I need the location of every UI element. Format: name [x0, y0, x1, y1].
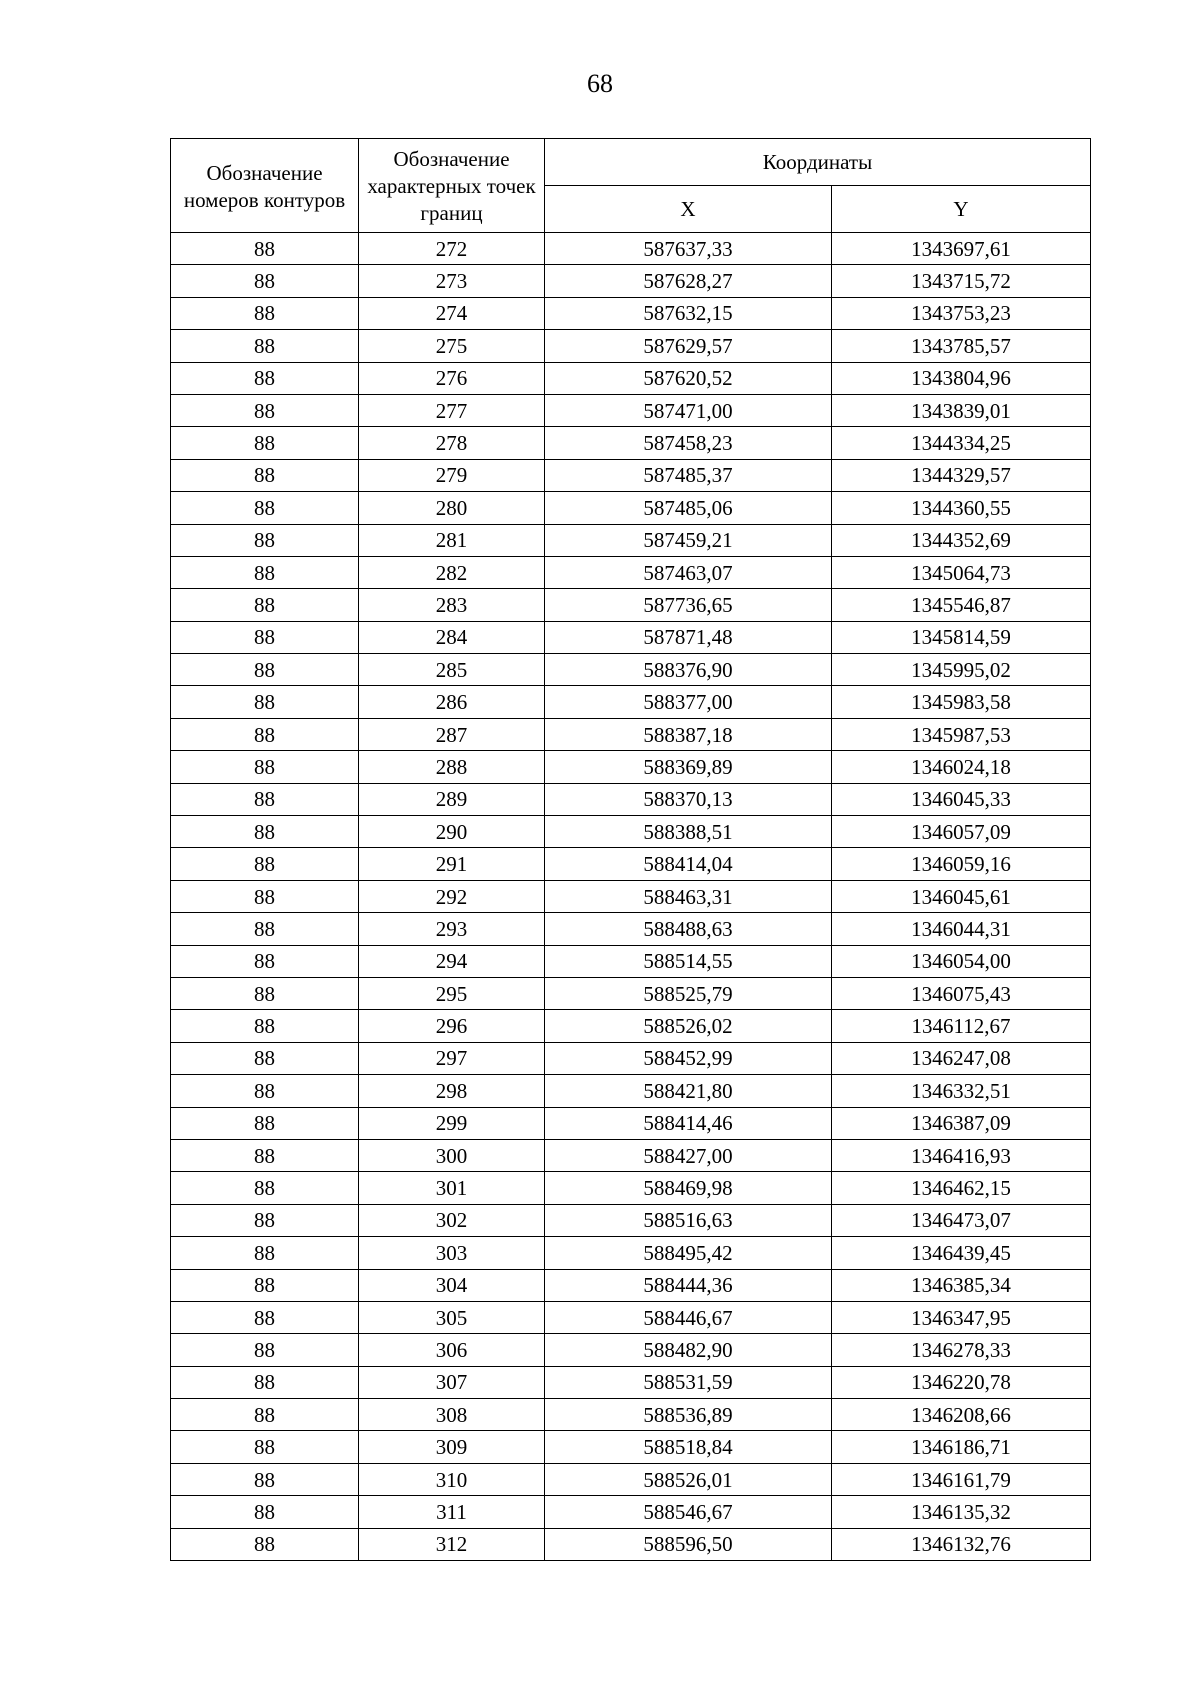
- table-row: [171, 848, 1091, 880]
- contour-number-cell: 88: [171, 751, 359, 783]
- y-coordinate-cell: 1344334,25: [832, 427, 1091, 459]
- table-row: [171, 913, 1091, 945]
- point-number-cell: 277: [359, 394, 545, 426]
- y-coordinate-cell: 1344329,57: [832, 459, 1091, 491]
- table-row: [171, 977, 1091, 1009]
- y-coordinate-cell: 1346024,18: [832, 751, 1091, 783]
- point-number-cell: 309: [359, 1431, 545, 1463]
- x-coordinate-cell: 588370,13: [545, 783, 832, 815]
- table-row: [171, 1204, 1091, 1236]
- table-row: [171, 394, 1091, 426]
- x-coordinate-cell: 588536,89: [545, 1399, 832, 1431]
- contour-number-cell: 88: [171, 1204, 359, 1236]
- x-coordinate-cell: 588463,31: [545, 880, 832, 912]
- point-number-cell: 311: [359, 1496, 545, 1528]
- x-coordinate-cell: 587458,23: [545, 427, 832, 459]
- y-coordinate-cell: 1346161,79: [832, 1463, 1091, 1495]
- header-contour-number: Обозначение номеров контуров: [171, 139, 359, 233]
- table-row: [171, 1399, 1091, 1431]
- x-coordinate-cell: 588516,63: [545, 1204, 832, 1236]
- header-x: X: [545, 186, 832, 233]
- contour-number-cell: 88: [171, 1399, 359, 1431]
- contour-number-cell: 88: [171, 1366, 359, 1398]
- contour-number-cell: 88: [171, 589, 359, 621]
- y-coordinate-cell: 1346347,95: [832, 1301, 1091, 1333]
- table-row: [171, 1366, 1091, 1398]
- x-coordinate-cell: 588414,46: [545, 1107, 832, 1139]
- header-boundary-point: Обозначение характерных точек границ: [359, 139, 545, 233]
- table-row: [171, 1172, 1091, 1204]
- point-number-cell: 300: [359, 1139, 545, 1171]
- point-number-cell: 303: [359, 1237, 545, 1269]
- point-number-cell: 285: [359, 654, 545, 686]
- x-coordinate-cell: 588526,01: [545, 1463, 832, 1495]
- point-number-cell: 273: [359, 265, 545, 297]
- contour-number-cell: 88: [171, 1528, 359, 1560]
- x-coordinate-cell: 587629,57: [545, 330, 832, 362]
- y-coordinate-cell: 1345814,59: [832, 621, 1091, 653]
- contour-number-cell: 88: [171, 1075, 359, 1107]
- y-coordinate-cell: 1346132,76: [832, 1528, 1091, 1560]
- contour-number-cell: 88: [171, 524, 359, 556]
- table-row: [171, 1463, 1091, 1495]
- y-coordinate-cell: 1346247,08: [832, 1042, 1091, 1074]
- point-number-cell: 296: [359, 1010, 545, 1042]
- table-row: [171, 1010, 1091, 1042]
- contour-number-cell: 88: [171, 1334, 359, 1366]
- point-number-cell: 301: [359, 1172, 545, 1204]
- y-coordinate-cell: 1346208,66: [832, 1399, 1091, 1431]
- contour-number-cell: 88: [171, 686, 359, 718]
- y-coordinate-cell: 1345064,73: [832, 556, 1091, 588]
- contour-number-cell: 88: [171, 1010, 359, 1042]
- y-coordinate-cell: 1346044,31: [832, 913, 1091, 945]
- y-coordinate-cell: 1346186,71: [832, 1431, 1091, 1463]
- x-coordinate-cell: 587871,48: [545, 621, 832, 653]
- table-row: [171, 783, 1091, 815]
- y-coordinate-cell: 1344352,69: [832, 524, 1091, 556]
- contour-number-cell: 88: [171, 1269, 359, 1301]
- x-coordinate-cell: 588377,00: [545, 686, 832, 718]
- point-number-cell: 310: [359, 1463, 545, 1495]
- point-number-cell: 290: [359, 816, 545, 848]
- point-number-cell: 279: [359, 459, 545, 491]
- y-coordinate-cell: 1346385,34: [832, 1269, 1091, 1301]
- table-body: [171, 233, 1091, 1561]
- contour-number-cell: 88: [171, 718, 359, 750]
- x-coordinate-cell: 588531,59: [545, 1366, 832, 1398]
- contour-number-cell: 88: [171, 621, 359, 653]
- point-number-cell: 304: [359, 1269, 545, 1301]
- point-number-cell: 287: [359, 718, 545, 750]
- point-number-cell: 307: [359, 1366, 545, 1398]
- x-coordinate-cell: 588414,04: [545, 848, 832, 880]
- y-coordinate-cell: 1346045,33: [832, 783, 1091, 815]
- point-number-cell: 283: [359, 589, 545, 621]
- x-coordinate-cell: 588596,50: [545, 1528, 832, 1560]
- table-row: [171, 233, 1091, 265]
- x-coordinate-cell: 587485,06: [545, 492, 832, 524]
- header-coordinates: Координаты: [545, 139, 1091, 186]
- table-row: [171, 362, 1091, 394]
- point-number-cell: 312: [359, 1528, 545, 1560]
- table-row: [171, 492, 1091, 524]
- x-coordinate-cell: 587628,27: [545, 265, 832, 297]
- contour-number-cell: 88: [171, 1496, 359, 1528]
- table-row: [171, 880, 1091, 912]
- point-number-cell: 299: [359, 1107, 545, 1139]
- table-row: [171, 1334, 1091, 1366]
- table-row: [171, 718, 1091, 750]
- y-coordinate-cell: 1346057,09: [832, 816, 1091, 848]
- y-coordinate-cell: 1346054,00: [832, 945, 1091, 977]
- contour-number-cell: 88: [171, 1237, 359, 1269]
- y-coordinate-cell: 1346059,16: [832, 848, 1091, 880]
- y-coordinate-cell: 1346112,67: [832, 1010, 1091, 1042]
- table-row: [171, 1301, 1091, 1333]
- table-row: [171, 1075, 1091, 1107]
- point-number-cell: 306: [359, 1334, 545, 1366]
- x-coordinate-cell: 588446,67: [545, 1301, 832, 1333]
- y-coordinate-cell: 1343715,72: [832, 265, 1091, 297]
- table-row: [171, 654, 1091, 686]
- point-number-cell: 275: [359, 330, 545, 362]
- contour-number-cell: 88: [171, 1107, 359, 1139]
- contour-number-cell: 88: [171, 913, 359, 945]
- y-coordinate-cell: 1346462,15: [832, 1172, 1091, 1204]
- contour-number-cell: 88: [171, 945, 359, 977]
- y-coordinate-cell: 1345995,02: [832, 654, 1091, 686]
- contour-number-cell: 88: [171, 297, 359, 329]
- x-coordinate-cell: 588488,63: [545, 913, 832, 945]
- contour-number-cell: 88: [171, 816, 359, 848]
- table-row: [171, 1139, 1091, 1171]
- x-coordinate-cell: 588482,90: [545, 1334, 832, 1366]
- point-number-cell: 288: [359, 751, 545, 783]
- contour-number-cell: 88: [171, 233, 359, 265]
- point-number-cell: 293: [359, 913, 545, 945]
- point-number-cell: 286: [359, 686, 545, 718]
- contour-number-cell: 88: [171, 556, 359, 588]
- point-number-cell: 292: [359, 880, 545, 912]
- point-number-cell: 305: [359, 1301, 545, 1333]
- page-number: 68: [587, 69, 613, 98]
- point-number-cell: 284: [359, 621, 545, 653]
- table-row: [171, 686, 1091, 718]
- contour-number-cell: 88: [171, 1301, 359, 1333]
- point-number-cell: 302: [359, 1204, 545, 1236]
- coordinates-table: [170, 138, 1091, 1561]
- point-number-cell: 295: [359, 977, 545, 1009]
- table-row: [171, 816, 1091, 848]
- y-coordinate-cell: 1343785,57: [832, 330, 1091, 362]
- contour-number-cell: 88: [171, 1042, 359, 1074]
- x-coordinate-cell: 588514,55: [545, 945, 832, 977]
- x-coordinate-cell: 587632,15: [545, 297, 832, 329]
- x-coordinate-cell: 588376,90: [545, 654, 832, 686]
- point-number-cell: 297: [359, 1042, 545, 1074]
- x-coordinate-cell: 588387,18: [545, 718, 832, 750]
- x-coordinate-cell: 587637,33: [545, 233, 832, 265]
- point-number-cell: 276: [359, 362, 545, 394]
- contour-number-cell: 88: [171, 1139, 359, 1171]
- y-coordinate-cell: 1345983,58: [832, 686, 1091, 718]
- x-coordinate-cell: 588452,99: [545, 1042, 832, 1074]
- point-number-cell: 281: [359, 524, 545, 556]
- contour-number-cell: 88: [171, 880, 359, 912]
- contour-number-cell: 88: [171, 265, 359, 297]
- table-row: [171, 1431, 1091, 1463]
- y-coordinate-cell: 1346220,78: [832, 1366, 1091, 1398]
- contour-number-cell: 88: [171, 362, 359, 394]
- x-coordinate-cell: 587736,65: [545, 589, 832, 621]
- contour-number-cell: 88: [171, 330, 359, 362]
- point-number-cell: 294: [359, 945, 545, 977]
- y-coordinate-cell: 1346416,93: [832, 1139, 1091, 1171]
- point-number-cell: 280: [359, 492, 545, 524]
- table-row: [171, 524, 1091, 556]
- y-coordinate-cell: 1344360,55: [832, 492, 1091, 524]
- table-row: [171, 459, 1091, 491]
- table-row: [171, 589, 1091, 621]
- x-coordinate-cell: 588546,67: [545, 1496, 832, 1528]
- point-number-cell: 278: [359, 427, 545, 459]
- y-coordinate-cell: 1346135,32: [832, 1496, 1091, 1528]
- contour-number-cell: 88: [171, 848, 359, 880]
- x-coordinate-cell: 588495,42: [545, 1237, 832, 1269]
- x-coordinate-cell: 588421,80: [545, 1075, 832, 1107]
- y-coordinate-cell: 1343804,96: [832, 362, 1091, 394]
- contour-number-cell: 88: [171, 1431, 359, 1463]
- table-row: [171, 1237, 1091, 1269]
- x-coordinate-cell: 588444,36: [545, 1269, 832, 1301]
- y-coordinate-cell: 1346387,09: [832, 1107, 1091, 1139]
- x-coordinate-cell: 587463,07: [545, 556, 832, 588]
- contour-number-cell: 88: [171, 1172, 359, 1204]
- contour-number-cell: 88: [171, 783, 359, 815]
- y-coordinate-cell: 1345987,53: [832, 718, 1091, 750]
- x-coordinate-cell: 588525,79: [545, 977, 832, 1009]
- contour-number-cell: 88: [171, 394, 359, 426]
- x-coordinate-cell: 587471,00: [545, 394, 832, 426]
- table-row: [171, 297, 1091, 329]
- x-coordinate-cell: 587620,52: [545, 362, 832, 394]
- table-row: [171, 751, 1091, 783]
- point-number-cell: 298: [359, 1075, 545, 1107]
- y-coordinate-cell: 1346075,43: [832, 977, 1091, 1009]
- point-number-cell: 272: [359, 233, 545, 265]
- table-row: [171, 1042, 1091, 1074]
- y-coordinate-cell: 1345546,87: [832, 589, 1091, 621]
- table-row: [171, 1496, 1091, 1528]
- table-row: [171, 945, 1091, 977]
- contour-number-cell: 88: [171, 492, 359, 524]
- table-header: [171, 139, 1091, 233]
- table-row: [171, 621, 1091, 653]
- contour-number-cell: 88: [171, 654, 359, 686]
- x-coordinate-cell: 588469,98: [545, 1172, 832, 1204]
- x-coordinate-cell: 588369,89: [545, 751, 832, 783]
- x-coordinate-cell: 587485,37: [545, 459, 832, 491]
- header-y: Y: [832, 186, 1091, 233]
- x-coordinate-cell: 587459,21: [545, 524, 832, 556]
- y-coordinate-cell: 1343753,23: [832, 297, 1091, 329]
- y-coordinate-cell: 1343697,61: [832, 233, 1091, 265]
- table-row: [171, 556, 1091, 588]
- point-number-cell: 274: [359, 297, 545, 329]
- point-number-cell: 282: [359, 556, 545, 588]
- contour-number-cell: 88: [171, 459, 359, 491]
- table-row: [171, 1269, 1091, 1301]
- point-number-cell: 289: [359, 783, 545, 815]
- table-row: [171, 1107, 1091, 1139]
- point-number-cell: 308: [359, 1399, 545, 1431]
- x-coordinate-cell: 588427,00: [545, 1139, 832, 1171]
- y-coordinate-cell: 1346332,51: [832, 1075, 1091, 1107]
- y-coordinate-cell: 1346278,33: [832, 1334, 1091, 1366]
- x-coordinate-cell: 588518,84: [545, 1431, 832, 1463]
- x-coordinate-cell: 588388,51: [545, 816, 832, 848]
- y-coordinate-cell: 1343839,01: [832, 394, 1091, 426]
- x-coordinate-cell: 588526,02: [545, 1010, 832, 1042]
- y-coordinate-cell: 1346439,45: [832, 1237, 1091, 1269]
- point-number-cell: 291: [359, 848, 545, 880]
- y-coordinate-cell: 1346473,07: [832, 1204, 1091, 1236]
- table-row: [171, 330, 1091, 362]
- table-row: [171, 1528, 1091, 1560]
- table-row: [171, 427, 1091, 459]
- y-coordinate-cell: 1346045,61: [832, 880, 1091, 912]
- contour-number-cell: 88: [171, 427, 359, 459]
- table-row: [171, 265, 1091, 297]
- contour-number-cell: 88: [171, 1463, 359, 1495]
- contour-number-cell: 88: [171, 977, 359, 1009]
